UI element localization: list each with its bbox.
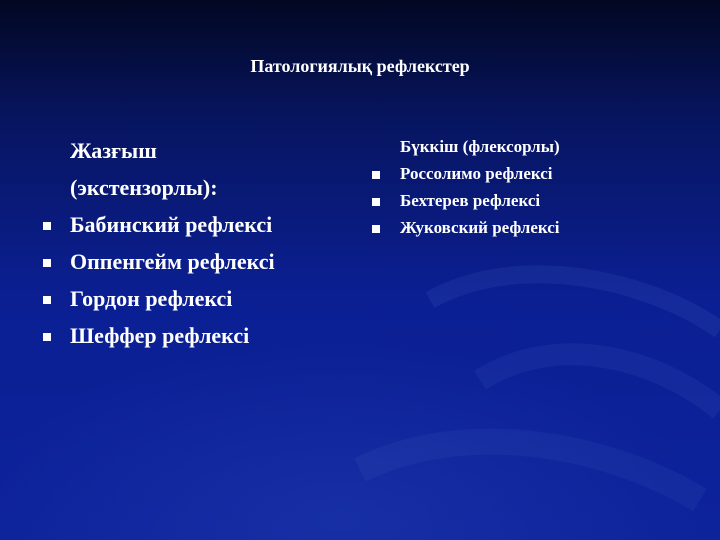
list-item-text: Оппенгейм рефлексі bbox=[70, 249, 275, 274]
square-bullet-icon bbox=[43, 333, 51, 341]
left-column bbox=[40, 132, 370, 354]
list-item-text: Бехтерев рефлексі bbox=[400, 191, 541, 210]
list-item bbox=[40, 206, 370, 243]
list-item-text: Шеффер рефлексі bbox=[70, 323, 250, 348]
left-heading-line1: Жазғыш bbox=[70, 138, 157, 163]
right-heading: Бүккіш (флексорлы) bbox=[400, 137, 560, 156]
list-item bbox=[368, 187, 708, 214]
square-bullet-icon bbox=[372, 198, 380, 206]
list-item bbox=[40, 243, 370, 280]
square-bullet-icon bbox=[43, 259, 51, 267]
square-bullet-icon bbox=[372, 171, 380, 179]
list-item bbox=[368, 160, 708, 187]
left-heading-line2: (экстензорлы): bbox=[70, 175, 218, 200]
list-item bbox=[40, 317, 370, 354]
list-item-text: Жуковский рефлексі bbox=[400, 218, 560, 237]
list-item bbox=[368, 214, 708, 241]
square-bullet-icon bbox=[43, 296, 51, 304]
list-item-text: Гордон рефлексі bbox=[70, 286, 233, 311]
right-column bbox=[368, 133, 708, 241]
list-item-text: Бабинский рефлексі bbox=[70, 212, 273, 237]
slide-title: Патологиялық рефлекстер bbox=[250, 56, 470, 76]
square-bullet-icon bbox=[372, 225, 380, 233]
list-item bbox=[40, 280, 370, 317]
list-item-text: Россолимо рефлексі bbox=[400, 164, 553, 183]
square-bullet-icon bbox=[43, 222, 51, 230]
